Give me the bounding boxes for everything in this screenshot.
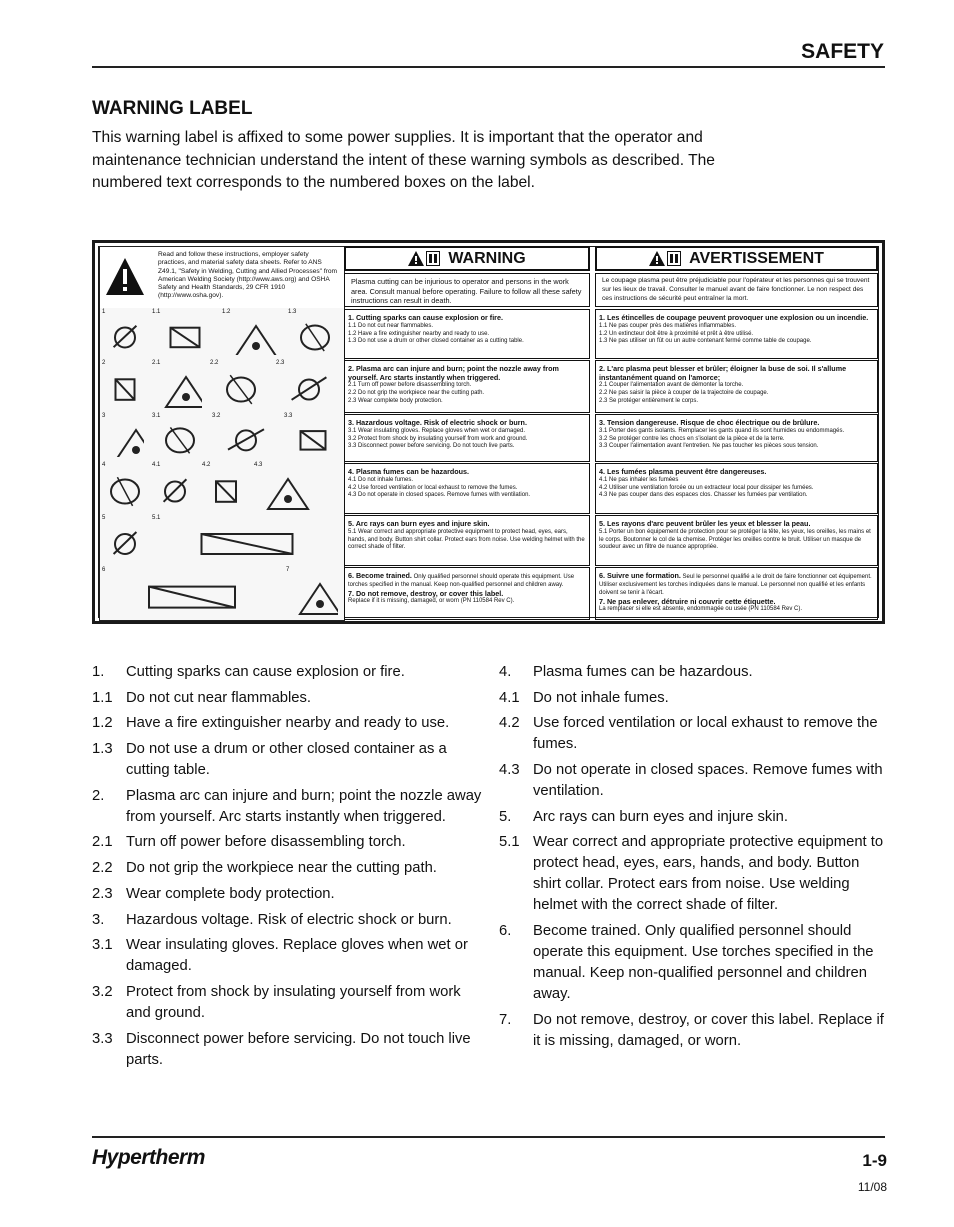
- fr-message-5: [595, 515, 878, 566]
- en-message-1-heading: 1. Cutting sparks can cause explosion or fire.: [348, 313, 503, 322]
- list-item-text: Turn off power before disassembling torch.: [126, 834, 406, 851]
- pictogram-number: 7: [286, 567, 290, 573]
- en-message-5-heading: 5. Arc rays can burn eyes and injure skin.: [348, 519, 490, 528]
- label-english-column: [342, 246, 592, 618]
- safety-pictogram-icon: [292, 316, 338, 355]
- list-item-number: 4.1: [499, 689, 520, 706]
- list-item-number: 3.2: [92, 983, 113, 1000]
- list-item-number: 4.3: [499, 762, 520, 779]
- en-message-7-text: Replace if it is missing, damaged, or worn (PN 110584 Rev C).: [348, 598, 515, 605]
- list-item: [499, 688, 889, 709]
- list-item: [92, 935, 482, 977]
- list-item: [499, 662, 889, 683]
- list-item: [92, 884, 482, 905]
- list-item-text: Do not inhale fumes.: [533, 689, 669, 706]
- pictogram-row: [99, 412, 345, 462]
- pictogram-number: 4: [102, 462, 106, 468]
- label-french-column: [593, 246, 880, 618]
- safety-pictogram-icon: [106, 469, 144, 510]
- en-message-1-line: 1.2 Have a fire extinguisher nearby and ready to use.: [348, 330, 490, 337]
- pictogram-number: 3: [102, 413, 106, 419]
- safety-pictogram-icon: [156, 367, 202, 408]
- list-item-number: 4.2: [499, 715, 520, 732]
- pictogram-cell: [150, 308, 221, 359]
- pictogram-intro-text: Read and follow these instructions, employer safety practices, and material safety data sheets. Refer to ANS Z49.1, "Safety in Welding, Cutting and Allied Processes" from American Welding Society (http://www.aws.org) and OSHA Safety and Health Standards, 29 CFR 1910 (http://www.osha.gov).: [158, 251, 338, 300]
- fr-message-2-heading: 2. L'arc plasma peut blesser et brûler; éloigner la buse de soi. Il s'allume instantanément quand on l'amorce;: [599, 364, 847, 382]
- en-message-3-heading: 3. Hazardous voltage. Risk of electric shock or burn.: [348, 418, 527, 427]
- list-item-text: Wear complete body protection.: [126, 885, 335, 902]
- pictogram-cell: [100, 461, 151, 514]
- pictogram-number: 2: [102, 360, 106, 366]
- fr-message-4-heading: 4. Les fumées plasma peuvent être dangereuses.: [599, 467, 767, 476]
- fr-message-6-heading: 6. Suivre une formation.: [599, 571, 681, 580]
- pictogram-number: 5: [102, 515, 106, 521]
- pictogram-cell: [100, 308, 151, 359]
- pictogram-cell: [150, 412, 211, 461]
- en-message-6-heading: 6. Become trained.: [348, 571, 412, 580]
- list-item-number: 3.3: [92, 1030, 113, 1047]
- list-item-number: 2.3: [92, 885, 113, 902]
- fr-message-3-heading: 3. Tension dangereuse. Risque de choc électrique ou de brûlure.: [599, 418, 820, 427]
- pictogram-cell: [150, 514, 344, 566]
- pictogram-panel: [99, 246, 343, 618]
- pictogram-number: 3.3: [284, 413, 293, 419]
- en-message-2: [344, 360, 590, 413]
- pictogram-cell: [150, 461, 201, 514]
- fr-message-5-line: 5.1 Porter un bon équipement de protection pour se protéger la tête, les yeux, les oreilles, les mains et le corps. Boutonner le col de la chemise. Protéger les oreilles contre le bruit. Utiliser un masque de soudeur avec un filtre de nuance appropriée.: [599, 528, 871, 551]
- safety-list-left: [92, 662, 482, 1075]
- pictogram-number: 3.1: [152, 413, 161, 419]
- pictogram-number: 3.2: [212, 413, 221, 419]
- list-item-number: 1.3: [92, 741, 113, 758]
- fr-message-4: [595, 463, 878, 514]
- list-item-text: Do not operate in closed spaces. Remove fumes with ventilation.: [533, 762, 883, 800]
- list-item-number: 3.1: [92, 937, 113, 954]
- list-item: [92, 688, 482, 709]
- pictogram-cell: [150, 359, 209, 412]
- safety-pictogram-icon: [106, 316, 144, 355]
- safety-pictogram-icon: [156, 316, 214, 355]
- list-item-number: 2.: [92, 787, 105, 804]
- en-message-2-heading: 2. Plasma arc can injure and burn; point the nozzle away from yourself. Arc starts instantly when triggered.: [348, 364, 559, 382]
- safety-pictogram-icon: [106, 420, 144, 457]
- header-divider: [92, 66, 885, 68]
- safety-pictogram-icon: [106, 522, 144, 562]
- fr-message-1-line: 1.1 Ne pas couper près des matières inflammables.: [599, 322, 737, 329]
- pictogram-cell: [274, 359, 344, 412]
- list-item: [92, 739, 482, 781]
- list-item-number: 3.: [92, 911, 105, 928]
- en-message-3-line: 3.3 Disconnect power before servicing. Do not touch live parts.: [348, 443, 515, 450]
- safety-pictogram-icon: [258, 469, 338, 510]
- pictogram-row: [99, 308, 345, 360]
- en-message-5-line: 5.1 Wear correct and appropriate protective equipment to protect head, eyes, ears, hands, and body. Button shirt collar. Protect ears from noise. Use welding helmet with the correct shade of filter.: [348, 528, 585, 551]
- en-message-5: [344, 515, 590, 566]
- en-message-7-heading: 7. Do not remove, destroy, or cover this label.: [348, 588, 504, 598]
- hazard-symbols-icon: [408, 251, 440, 266]
- list-item-text: Do not remove, destroy, or cover this label. Replace if it is missing, damaged, or worn.: [533, 1011, 884, 1049]
- en-message-2-line: 2.3 Wear complete body protection.: [348, 398, 443, 404]
- safety-pictogram-icon: [156, 469, 194, 510]
- en-message-3-line: 3.2 Protect from shock by insulating yourself from work and ground.: [348, 435, 528, 442]
- list-item-number: 4.: [499, 664, 512, 680]
- en-message-4-heading: 4. Plasma fumes can be hazardous.: [348, 467, 470, 476]
- fr-message-2-line: 2.2 Ne pas saisir la pièce à couper de la trajectoire de coupage.: [599, 390, 769, 397]
- fr-message-4-line: 4.2 Utiliser une ventilation forcée ou un extracteur local pour dissiper les fumées.: [599, 484, 814, 491]
- list-item-text: Do not use a drum or other closed container as a cutting table.: [126, 741, 447, 779]
- en-message-6-7: [344, 567, 590, 620]
- avertissement-intro-box: Le coupage plasma peut être préjudiciable pour l'opérateur et les personnes qui se trouvent sur les lieux de travail. Consulter le manuel avant de faire fonctionner. Le non respect des ces instructions de sécurité peut entraîner la mort.: [595, 273, 878, 307]
- pictogram-cell: [100, 514, 151, 566]
- list-item: [92, 858, 482, 879]
- safety-pictogram-icon: [226, 316, 280, 355]
- list-item-text: Disconnect power before servicing. Do not touch live parts.: [126, 1030, 471, 1068]
- pictogram-row: [99, 359, 345, 413]
- fr-message-6-text: Seul le personnel qualifié a le droit de faire fonctionner cet équipement. Utiliser exclusivement les torches indiquées dans le manual. Le personnel non qualifié et les enfants doivent se tenir à l'écart.: [599, 574, 872, 596]
- fr-message-1-heading: 1. Les étincelles de coupage peuvent provoquer une explosion ou un incendie.: [599, 313, 869, 322]
- fr-message-3-line: 3.2 Se protéger contre les chocs en s'isolant de la pièce et de la terre.: [599, 435, 785, 442]
- fr-message-2-line: 2.1 Couper l'alimentation avant de démonter la torche.: [599, 382, 744, 389]
- warning-heading: [344, 246, 590, 271]
- safety-pictogram-icon: [106, 574, 278, 616]
- list-item-number: 1.1: [92, 689, 113, 706]
- list-item: [499, 921, 889, 1005]
- list-item-number: 2.1: [92, 834, 113, 851]
- pictogram-cell: [100, 359, 151, 412]
- pictogram-cell: [282, 412, 344, 461]
- en-message-3-line: 3.1 Wear insulating gloves. Replace gloves when wet or damaged.: [348, 427, 525, 434]
- en-message-3: [344, 414, 590, 462]
- fr-message-2-line: 2.3 Se protéger entièrement le corps.: [599, 398, 699, 404]
- list-item-number: 1.: [92, 664, 105, 680]
- en-message-1-line: 1.1 Do not cut near flammables.: [348, 322, 434, 329]
- list-item: [499, 832, 889, 916]
- pictogram-number: 2.3: [276, 360, 285, 366]
- en-message-1: [344, 309, 590, 359]
- list-item-text: Become trained. Only qualified personnel should operate this equipment. Use torches specified in the manual. Keep non-qualified personnel and children away.: [533, 923, 874, 1003]
- list-item-text: Do not cut near flammables.: [126, 689, 312, 706]
- warning-label-image: [92, 240, 885, 624]
- pictogram-number: 4.2: [202, 462, 211, 468]
- brand-logo: Hypertherm: [92, 1146, 205, 1169]
- list-item-text: Plasma arc can injure and burn; point the nozzle away from yourself. Arc starts instantly when triggered.: [126, 787, 482, 825]
- list-item-text: Protect from shock by insulating yourself from work and ground.: [126, 983, 461, 1021]
- pictogram-row: [99, 461, 345, 515]
- pictogram-number: 2.2: [210, 360, 219, 366]
- en-message-2-line: 2.1 Turn off power before disassembling torch.: [348, 382, 472, 389]
- safety-pictogram-icon: [156, 420, 204, 457]
- fr-message-6-7: [595, 567, 878, 620]
- list-item: [92, 982, 482, 1024]
- list-item: [92, 713, 482, 734]
- list-item-text: Use forced ventilation or local exhaust to remove the fumes.: [533, 715, 878, 753]
- list-item-text: Have a fire extinguisher nearby and ready to use.: [126, 715, 450, 732]
- fr-message-5-heading: 5. Les rayons d'arc peuvent brûler les yeux et blesser la peau.: [599, 519, 811, 528]
- pictogram-row: [99, 514, 345, 567]
- list-item: [499, 760, 889, 802]
- list-item: [92, 832, 482, 853]
- fr-message-7-heading: 7. Ne pas enlever, détruire ni couvrir cette étiquette.: [599, 596, 776, 606]
- list-item: [499, 713, 889, 755]
- pictogram-cell: [286, 308, 344, 359]
- safety-pictogram-icon: [206, 469, 246, 510]
- pictogram-number: 1.2: [222, 309, 231, 315]
- pictogram-cell: [210, 412, 283, 461]
- pictogram-number: 6: [102, 567, 106, 573]
- footer-divider: [92, 1136, 885, 1138]
- fr-message-7-text: La remplacer si elle est absente, endommagée ou usée (PN 110584 Rev C).: [599, 606, 803, 613]
- list-item-number: 5.: [499, 808, 512, 825]
- pictogram-cell: [100, 566, 285, 620]
- pictogram-number: 4.1: [152, 462, 161, 468]
- en-message-4-line: 4.1 Do not inhale fumes.: [348, 476, 414, 483]
- list-item-text: Hazardous voltage. Risk of electric shock or burn.: [126, 911, 452, 928]
- list-item-number: 7.: [499, 1011, 512, 1028]
- en-message-2-line: 2.2 Do not grip the workpiece near the cutting path.: [348, 390, 485, 397]
- safety-pictogram-icon: [106, 367, 144, 408]
- pictogram-cell: [220, 308, 287, 359]
- fr-message-4-line: 4.1 Ne pas inhaler les fumées: [599, 476, 679, 483]
- list-item: [92, 786, 482, 828]
- list-item-number: 5.1: [499, 834, 520, 851]
- list-item: [499, 1010, 889, 1052]
- pictogram-row: [99, 566, 345, 621]
- safety-pictogram-icon: [288, 420, 338, 457]
- pictogram-number: 1.3: [288, 309, 297, 315]
- fr-message-1-line: 1.2 Un extincteur doit être à proximité et prêt à être utilisé.: [599, 330, 754, 337]
- safety-pictogram-icon: [156, 522, 338, 562]
- pictogram-cell: [252, 461, 344, 514]
- list-item: [92, 910, 482, 931]
- list-item-text: Wear insulating gloves. Replace gloves when wet or damaged.: [126, 937, 468, 975]
- list-item-text: Arc rays can burn eyes and injure skin.: [533, 808, 788, 825]
- pictogram-number: 5.1: [152, 515, 161, 521]
- list-item: [92, 662, 482, 683]
- section-heading: WARNING LABEL: [92, 98, 253, 119]
- avertissement-heading-text: AVERTISSEMENT: [689, 249, 824, 267]
- pictogram-number: 2.1: [152, 360, 161, 366]
- list-item-number: 6.: [499, 923, 512, 940]
- safety-pictogram-icon: [280, 367, 338, 408]
- list-item-text: Cutting sparks can cause explosion or fire.: [126, 664, 405, 680]
- hazard-symbols-icon: [649, 251, 681, 266]
- page-number: 1-9: [862, 1151, 887, 1170]
- pictogram-cell: [100, 412, 151, 461]
- pictogram-cell: [200, 461, 253, 514]
- intro-paragraph: This warning label is affixed to some power supplies. It is important that the operator and maintenance technician understand the intent of these warning symbols as described. The numbered text corresponds to the numbered boxes on the label.: [92, 129, 715, 191]
- avertissement-heading: [595, 246, 878, 271]
- fr-message-3-line: 3.3 Couper l'alimentation avant l'entretien. Ne pas toucher les pièces sous tension.: [599, 443, 819, 450]
- fr-message-2: [595, 360, 878, 413]
- fr-message-3-line: 3.1 Porter des gants isolants. Remplacer les gants quand ils sont humides ou endommagés.: [599, 427, 845, 434]
- list-item-text: Wear correct and appropriate protective equipment to protect head, eyes, ears, hands, and body. Button shirt collar. Protect ears from noise. Use welding helmet with the correct shade of filter.: [533, 834, 884, 914]
- en-message-4-line: 4.2 Use forced ventilation or local exhaust to remove the fumes.: [348, 484, 518, 491]
- list-item: [499, 807, 889, 828]
- fr-message-1-line: 1.3 Ne pas utiliser un fût ou un autre contenant fermé comme table de coupage.: [599, 338, 812, 345]
- pictogram-number: 1.1: [152, 309, 161, 315]
- list-item-text: Plasma fumes can be hazardous.: [533, 664, 753, 680]
- pictogram-number: 1: [102, 309, 106, 315]
- list-item-number: 2.2: [92, 860, 113, 877]
- list-item-text: Do not grip the workpiece near the cutting path.: [126, 860, 437, 877]
- revision-date: 11/08: [857, 1180, 887, 1194]
- list-item-number: 1.2: [92, 715, 113, 732]
- fr-message-3: [595, 414, 878, 462]
- safety-pictogram-icon: [290, 574, 338, 616]
- en-message-1-line: 1.3 Do not use a drum or other closed container as a cutting table.: [348, 338, 524, 345]
- safety-pictogram-icon: [214, 367, 268, 408]
- safety-list-right: [499, 662, 889, 1057]
- warning-intro-box: Plasma cutting can be injurious to operator and persons in the work area. Consult manual before operating. Failure to follow all these safety instructions can result in death.: [344, 273, 590, 307]
- fr-message-4-line: 4.3 Ne pas couper dans des espaces clos. Chasser les fumées par ventilation.: [599, 492, 808, 499]
- page-section-title: SAFETY: [801, 40, 884, 63]
- safety-pictogram-icon: [216, 420, 276, 457]
- pictogram-header: [99, 246, 345, 310]
- warning-heading-text: WARNING: [448, 249, 526, 267]
- en-message-6-text: Only qualified personnel should operate this equipment. Use torches specified in the manual. Keep non-qualified personnel and children away.: [348, 574, 575, 588]
- en-message-4-line: 4.3 Do not operate in closed spaces. Remove fumes with ventilation.: [348, 492, 531, 499]
- fr-message-1: [595, 309, 878, 359]
- list-item: [92, 1029, 482, 1071]
- pictogram-number: 4.3: [254, 462, 263, 468]
- warning-triangle-icon: [104, 255, 146, 299]
- en-message-4: [344, 463, 590, 514]
- pictogram-cell: [208, 359, 275, 412]
- pictogram-cell: [284, 566, 344, 620]
